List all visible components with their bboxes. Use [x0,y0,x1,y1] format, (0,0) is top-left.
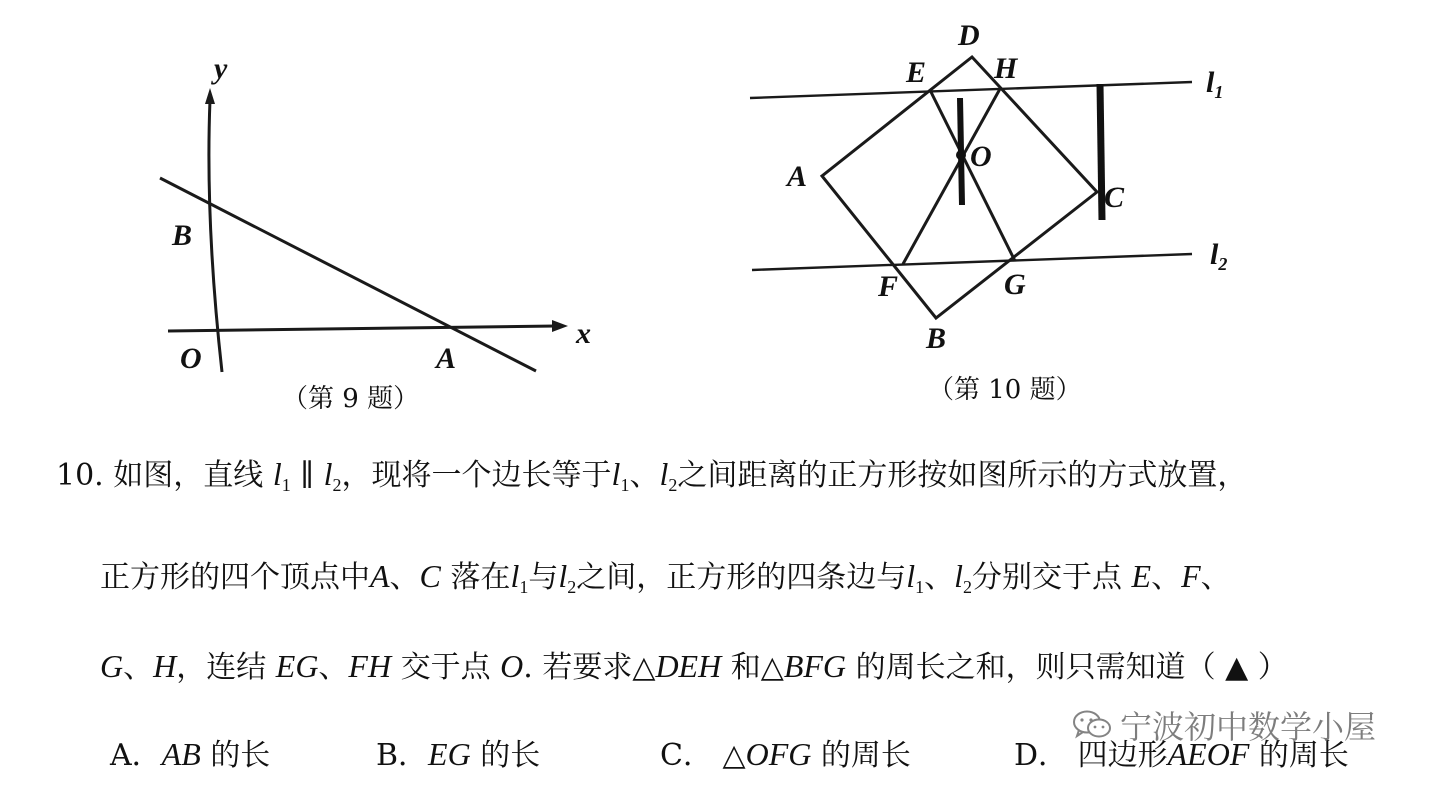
math-l: l [510,558,520,594]
figure-10-caption: （第 10 题） [928,375,1082,405]
option-a-math: AB [161,736,201,772]
option-b-text: 的长 [480,738,541,773]
math-fh: FH [348,648,392,684]
segment-eg [930,90,1015,261]
text: 如图，直线 [113,458,264,493]
option-c[interactable] [660,730,911,774]
wechat-icon [1072,709,1112,741]
text: 与 [528,560,559,595]
figure-9 [150,52,620,425]
subscript: 1 [519,577,529,597]
math-bfg: BFG [783,648,847,684]
text: 之间，正方形的四条边与 [576,560,907,595]
text: 、 [629,458,660,493]
point-o [956,150,966,160]
question-line-2 [100,552,1231,598]
subscript: 2 [567,577,577,597]
label-l1: $l_1$ [1206,66,1224,102]
triangle-symbol: △ [722,738,746,773]
text: 正方形的四个顶点中 [100,560,370,595]
label-b: B [926,322,947,355]
parallel-symbol: ∥ [300,458,315,493]
text: 、 [389,560,420,595]
math-l: l [323,456,333,492]
math-l: l [659,456,669,492]
option-a[interactable] [110,730,270,774]
subscript: 1 [620,475,630,495]
text: 的周长之和，则只需知道（ ▲ ） [855,650,1288,685]
vertical-mark-c [1100,84,1102,220]
line-ab [160,178,536,371]
option-a-text: 的长 [210,738,271,773]
watermark-text: 宁波初中数学小屋 [1120,708,1377,746]
text: 和△ [730,650,784,685]
x-axis [168,326,556,331]
math-l: l [611,456,621,492]
math-f: F [1181,558,1201,594]
figure-10 [740,15,1240,415]
question-line-1 [56,450,1247,496]
math-l: l [558,558,568,594]
label-a: A [436,342,457,375]
math-l: l [954,558,963,594]
text: 、 [318,650,349,685]
text: 、 [924,560,955,595]
text: 分别交于点 [972,560,1122,595]
label-h: H [994,52,1018,85]
math-e: E [1131,558,1152,594]
label-x: x [576,317,591,350]
subscript: 1 [281,475,291,495]
text: . 若要求△ [523,650,656,685]
option-d-math: AEOF [1167,736,1250,772]
option-d-key: D． [1014,738,1069,773]
segment-fh [903,87,1001,264]
label-y: y [214,52,228,85]
figure-9-caption: （第 9 题） [282,384,420,414]
x-axis-arrow [552,320,568,332]
math-l: l [906,558,916,594]
math-deh: DEH [655,648,722,684]
label-o: O [180,342,202,375]
option-c-text: 的周长 [820,738,911,773]
text: 交于点 [400,650,491,685]
math-l: l [272,456,282,492]
math-a: A [370,558,390,594]
text: 、 [1200,560,1231,595]
option-d-pre: 四边形 [1077,738,1168,773]
option-b-math: EG [428,736,471,772]
option-a-key: A． [110,738,162,773]
option-b[interactable] [376,730,540,774]
subscript: 2 [668,475,678,495]
label-e: E [906,56,927,89]
math-o: O [500,648,524,684]
text: 落在 [450,560,511,595]
text: ，连结 [176,650,267,685]
question-line-3 [100,642,1288,686]
label-c: C [1104,181,1125,214]
option-c-key: C． [660,738,713,773]
subscript: 2 [963,577,972,597]
line-l2 [752,254,1192,270]
label-l2: $l_2$ [1210,238,1228,274]
label-b: B [172,219,193,252]
option-b-key: B． [376,738,429,773]
math-h: H [153,648,177,684]
math-eg: EG [275,648,319,684]
math-g: G [100,648,124,684]
label-d: D [958,19,980,52]
text: 、 [1151,560,1182,595]
line-l1 [750,82,1192,98]
question-number: 10. [56,458,104,493]
label-f: F [878,270,899,303]
label-a: A [787,160,808,193]
text: 之间距离的正方形按如图所示的方式放置， [677,458,1248,493]
label-g: G [1004,268,1026,301]
subscript: 2 [332,475,342,495]
text: ，现将一个边长等于 [341,458,612,493]
y-axis-arrow [205,88,215,104]
option-c-math: OFG [745,736,812,772]
watermark [1072,702,1376,748]
math-c: C [419,558,441,594]
label-o: O [970,140,992,173]
option-d-text: 的周长 [1258,738,1349,773]
subscript: 1 [915,577,925,597]
text: 、 [123,650,154,685]
